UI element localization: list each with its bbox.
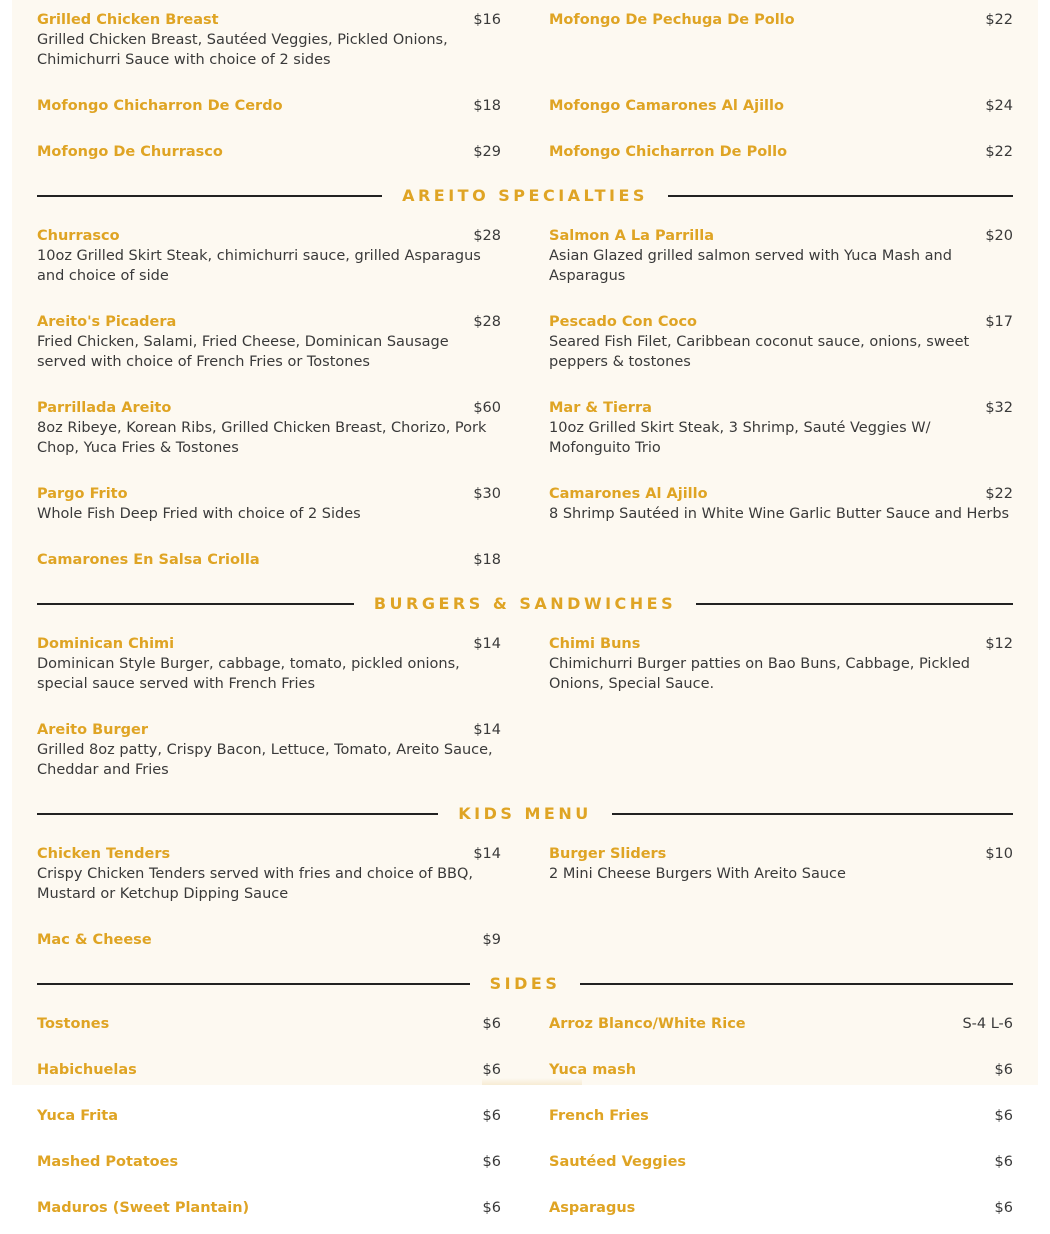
menu-item-price: $14 — [473, 636, 501, 652]
menu-item-price: $6 — [994, 1200, 1013, 1216]
menu-item-header — [37, 1152, 501, 1172]
menu-item-description: 2 Mini Cheese Burgers With Areito Sauce — [549, 866, 846, 882]
menu-item-description: 10oz Grilled Skirt Steak, chimichurri sauce, grilled Asparagus and choice of side — [37, 248, 481, 284]
menu-item-header — [37, 398, 501, 418]
menu-item-header — [37, 930, 501, 950]
section-title: AREITO SPECIALTIES — [382, 186, 668, 205]
menu-item-description: 8oz Ribeye, Korean Ribs, Grilled Chicken Breast, Chorizo, Pork Chop, Yuca Fries & Tostones — [37, 420, 487, 456]
menu-item-saut-ed-veggies — [549, 1142, 1013, 1188]
menu-item-description: Grilled 8oz patty, Crispy Bacon, Lettuce, Tomato, Areito Sauce, Cheddar and Fries — [37, 742, 493, 778]
menu-item-header — [37, 1106, 501, 1126]
menu-item-chimi-buns — [549, 624, 1013, 710]
menu-item-header — [37, 634, 501, 654]
menu-item-name: Asparagus — [549, 1200, 636, 1216]
menu-item-price: $6 — [482, 1108, 501, 1124]
menu-item-header — [549, 398, 1013, 418]
menu-item-name: Salmon A La Parrilla — [549, 228, 715, 244]
menu-item-mofongo-de-churrasco — [37, 132, 501, 178]
menu-item-header — [37, 720, 501, 740]
menu-item-name: Camarones En Salsa Criolla — [37, 552, 260, 568]
menu-item-name: Areito's Picadera — [37, 314, 177, 330]
menu-item-mofongo-chicharron-de-cerdo — [37, 86, 501, 132]
menu-item-price: $18 — [473, 98, 501, 114]
menu-item-name: Mar & Tierra — [549, 400, 652, 416]
menu-item-burger-sliders — [549, 834, 1013, 920]
menu-item-name: Habichuelas — [37, 1062, 137, 1078]
menu-item-header — [37, 10, 501, 30]
menu-item-name: Camarones Al Ajillo — [549, 486, 708, 502]
mofongo-grid — [37, 0, 1013, 178]
menu-item-mac-cheese — [37, 920, 501, 966]
menu-item-tostones — [37, 1004, 501, 1050]
menu-item-header — [549, 844, 1013, 864]
menu-item-header — [37, 550, 501, 570]
menu-item-price: $6 — [482, 1154, 501, 1170]
section-heading-kids-menu — [37, 796, 1013, 830]
menu-item-header — [37, 1198, 501, 1218]
menu-item-name: Dominican Chimi — [37, 636, 175, 652]
menu-item-name: Maduros (Sweet Plantain) — [37, 1200, 250, 1216]
menu-item-name: Mofongo De Churrasco — [37, 144, 223, 160]
menu-item-price: $10 — [985, 846, 1013, 862]
menu-item-name: Mashed Potatoes — [37, 1154, 179, 1170]
menu-item-price: $28 — [473, 228, 501, 244]
menu-item-name: Mofongo Chicharron De Pollo — [549, 144, 788, 160]
menu-item-parrillada-areito — [37, 388, 501, 474]
menu-item-price: $60 — [473, 400, 501, 416]
menu-item-price: $6 — [482, 1016, 501, 1032]
menu-item-description: 10oz Grilled Skirt Steak, 3 Shrimp, Sauté Veggies W/ Mofonguito Trio — [549, 420, 931, 456]
menu-item-header — [549, 10, 1013, 30]
menu-item-price: $9 — [482, 932, 501, 948]
menu-item-camarones-en-salsa-criolla — [37, 540, 501, 586]
menu-page — [12, 0, 1038, 1216]
menu-item-header — [549, 226, 1013, 246]
menu-item-maduros-sweet-plantain — [37, 1188, 501, 1234]
menu-item-price: $24 — [985, 98, 1013, 114]
menu-content — [37, 0, 1013, 1234]
menu-item-price: $22 — [985, 486, 1013, 502]
menu-item-pescado-con-coco — [549, 302, 1013, 388]
menu-item-mar-tierra — [549, 388, 1013, 474]
menu-item-name: Mofongo Camarones Al Ajillo — [549, 98, 784, 114]
menu-item-header — [549, 96, 1013, 116]
section-title: KIDS MENU — [438, 804, 611, 823]
menu-item-price: $6 — [482, 1062, 501, 1078]
menu-item-chicken-tenders — [37, 834, 501, 920]
menu-item-header — [549, 142, 1013, 162]
section-title: SIDES — [470, 974, 581, 993]
menu-item-name: Pargo Frito — [37, 486, 128, 502]
menu-item-header — [37, 844, 501, 864]
menu-item-arroz-blanco-white-rice — [549, 1004, 1013, 1050]
menu-item-description: Chimichurri Burger patties on Bao Buns, Cabbage, Pickled Onions, Special Sauce. — [549, 656, 970, 692]
menu-item-description: 8 Shrimp Sautéed in White Wine Garlic Butter Sauce and Herbs — [549, 506, 1010, 522]
menu-item-header — [549, 484, 1013, 504]
menu-item-name: Mofongo Chicharron De Cerdo — [37, 98, 283, 114]
menu-item-name: Chicken Tenders — [37, 846, 171, 862]
menu-item-header — [549, 1106, 1013, 1126]
next-section-hint — [482, 1078, 582, 1085]
menu-item-description: Dominican Style Burger, cabbage, tomato, pickled onions, special sauce served with French Fries — [37, 656, 460, 692]
menu-item-name: Yuca Frita — [37, 1108, 119, 1124]
menu-item-price: $6 — [482, 1200, 501, 1216]
menu-item-price: $29 — [473, 144, 501, 160]
menu-item-name: Burger Sliders — [549, 846, 667, 862]
menu-item-price: $14 — [473, 846, 501, 862]
menu-item-name: Pescado Con Coco — [549, 314, 697, 330]
section-heading-areito-specialties — [37, 178, 1013, 212]
menu-item-header — [37, 226, 501, 246]
menu-item-name: Grilled Chicken Breast — [37, 12, 219, 28]
menu-item-price: $6 — [994, 1154, 1013, 1170]
menu-item-header — [549, 1198, 1013, 1218]
menu-item-description: Whole Fish Deep Fried with choice of 2 Sides — [37, 506, 361, 522]
menu-item-price: $28 — [473, 314, 501, 330]
menu-item-header — [37, 1014, 501, 1034]
menu-item-description: Grilled Chicken Breast, Sautéed Veggies, Pickled Onions, Chimichurri Sauce with choice of 2 sides — [37, 32, 448, 68]
menu-item-header — [549, 634, 1013, 654]
menu-item-price: $30 — [473, 486, 501, 502]
menu-item-name: Sautéed Veggies — [549, 1154, 687, 1170]
menu-item-camarones-al-ajillo — [549, 474, 1013, 540]
menu-item-name: Mofongo De Pechuga De Pollo — [549, 12, 795, 28]
menu-item-price: $20 — [985, 228, 1013, 244]
menu-item-salmon-a-la-parrilla — [549, 216, 1013, 302]
menu-item-name: Areito Burger — [37, 722, 149, 738]
menu-item-yuca-frita — [37, 1096, 501, 1142]
menu-item-header — [37, 484, 501, 504]
menu-item-header — [549, 312, 1013, 332]
menu-item-name: French Fries — [549, 1108, 649, 1124]
menu-item-header — [37, 142, 501, 162]
section-grid-areito-specialties — [37, 216, 1013, 586]
menu-item-price: $22 — [985, 12, 1013, 28]
section-grid-sides — [37, 1004, 1013, 1234]
menu-item-mofongo-camarones-al-ajillo — [549, 86, 1013, 132]
section-grid-kids-menu — [37, 834, 1013, 966]
menu-item-name: Churrasco — [37, 228, 120, 244]
menu-item-header — [37, 1060, 501, 1080]
menu-item-description: Crispy Chicken Tenders served with fries and choice of BBQ, Mustard or Ketchup Dipping Sauce — [37, 866, 473, 902]
menu-item-mofongo-chicharron-de-pollo — [549, 132, 1013, 178]
menu-item-name: Tostones — [37, 1016, 110, 1032]
menu-item-name: Parrillada Areito — [37, 400, 172, 416]
menu-item-header — [549, 1060, 1013, 1080]
menu-item-price: $16 — [473, 12, 501, 28]
menu-item-header — [37, 312, 501, 332]
menu-item-mofongo-de-pechuga-de-pollo — [549, 0, 1013, 86]
section-heading-sides — [37, 966, 1013, 1000]
menu-item-name: Arroz Blanco/White Rice — [549, 1016, 746, 1032]
menu-item-pargo-frito — [37, 474, 501, 540]
menu-item-mashed-potatoes — [37, 1142, 501, 1188]
section-title: BURGERS & SANDWICHES — [354, 594, 696, 613]
menu-item-french-fries — [549, 1096, 1013, 1142]
menu-item-yuca-mash — [549, 1050, 1013, 1096]
menu-item-price: $17 — [985, 314, 1013, 330]
menu-item-areito-s-picadera — [37, 302, 501, 388]
menu-item-asparagus — [549, 1188, 1013, 1234]
menu-item-habichuelas — [37, 1050, 501, 1096]
menu-item-name: Yuca mash — [549, 1062, 637, 1078]
menu-item-price: $32 — [985, 400, 1013, 416]
menu-item-price: S-4 L-6 — [962, 1016, 1013, 1032]
menu-item-price: $6 — [994, 1062, 1013, 1078]
menu-item-description: Fried Chicken, Salami, Fried Cheese, Dominican Sausage served with choice of French Fries or Tostones — [37, 334, 449, 370]
menu-item-header — [37, 96, 501, 116]
menu-item-grilled-chicken-breast — [37, 0, 501, 86]
menu-item-header — [549, 1152, 1013, 1172]
menu-item-price: $14 — [473, 722, 501, 738]
menu-item-name: Chimi Buns — [549, 636, 641, 652]
section-heading-burgers-sandwiches — [37, 586, 1013, 620]
menu-item-description: Seared Fish Filet, Caribbean coconut sauce, onions, sweet peppers & tostones — [549, 334, 970, 370]
menu-item-areito-burger — [37, 710, 501, 796]
menu-item-churrasco — [37, 216, 501, 302]
menu-item-description: Asian Glazed grilled salmon served with Yuca Mash and Asparagus — [549, 248, 952, 284]
menu-item-price: $12 — [985, 636, 1013, 652]
section-grid-burgers-sandwiches — [37, 624, 1013, 796]
menu-item-name: Mac & Cheese — [37, 932, 152, 948]
menu-item-price: $22 — [985, 144, 1013, 160]
menu-item-header — [549, 1014, 1013, 1034]
menu-item-dominican-chimi — [37, 624, 501, 710]
menu-item-price: $18 — [473, 552, 501, 568]
menu-item-price: $6 — [994, 1108, 1013, 1124]
